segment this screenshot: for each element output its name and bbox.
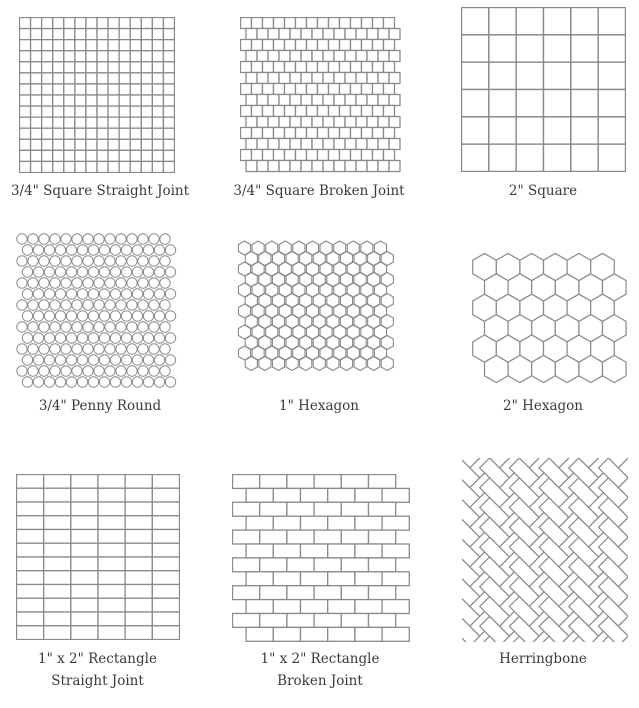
caption-line: Broken Joint <box>277 673 363 689</box>
pattern-square-broken-joint <box>213 0 426 210</box>
rectangle-straight-joint-swatch <box>16 474 180 640</box>
caption-line: Straight Joint <box>51 673 144 689</box>
square-broken-joint-swatch <box>240 17 402 173</box>
herringbone-swatch <box>462 458 628 642</box>
caption-line: Herringbone <box>499 651 587 667</box>
pattern-2in-hexagon <box>426 225 639 425</box>
pattern-penny-round <box>0 225 213 425</box>
caption-square-broken-joint <box>219 180 419 202</box>
caption-square-straight-joint <box>0 180 200 202</box>
penny-round-swatch <box>16 233 180 389</box>
2in-hexagon-swatch <box>472 252 628 386</box>
pattern-square-straight-joint <box>0 0 213 210</box>
caption-line: 1" x 2" Rectangle <box>38 651 157 667</box>
caption-2in-hexagon <box>443 395 639 417</box>
pattern-2in-square <box>426 0 639 210</box>
caption-1in-hexagon <box>219 395 419 417</box>
pattern-rectangle-broken-joint <box>213 455 426 708</box>
caption-2in-square <box>443 180 639 202</box>
pattern-1in-hexagon <box>213 225 426 425</box>
1in-hexagon-swatch <box>237 240 401 388</box>
caption-line: 1" Hexagon <box>279 398 359 414</box>
caption-line: 3/4" Square Straight Joint <box>10 183 190 199</box>
caption-line: 3/4" Square Broken Joint <box>233 183 405 199</box>
caption-herringbone <box>443 648 639 670</box>
caption-line: 1" x 2" Rectangle <box>260 651 380 667</box>
2in-square-swatch <box>461 7 626 172</box>
caption-rectangle-broken-joint <box>220 648 420 692</box>
square-straight-joint-swatch <box>19 17 175 173</box>
pattern-herringbone <box>426 455 639 708</box>
caption-line: 2" Hexagon <box>503 398 583 414</box>
pattern-rectangle-straight-joint <box>0 455 213 708</box>
caption-line: 2" Square <box>508 183 578 199</box>
rectangle-broken-joint-swatch <box>232 474 410 642</box>
caption-rectangle-straight-joint <box>0 648 195 692</box>
caption-line: 3/4" Penny Round <box>38 398 162 414</box>
caption-penny-round <box>0 395 200 417</box>
